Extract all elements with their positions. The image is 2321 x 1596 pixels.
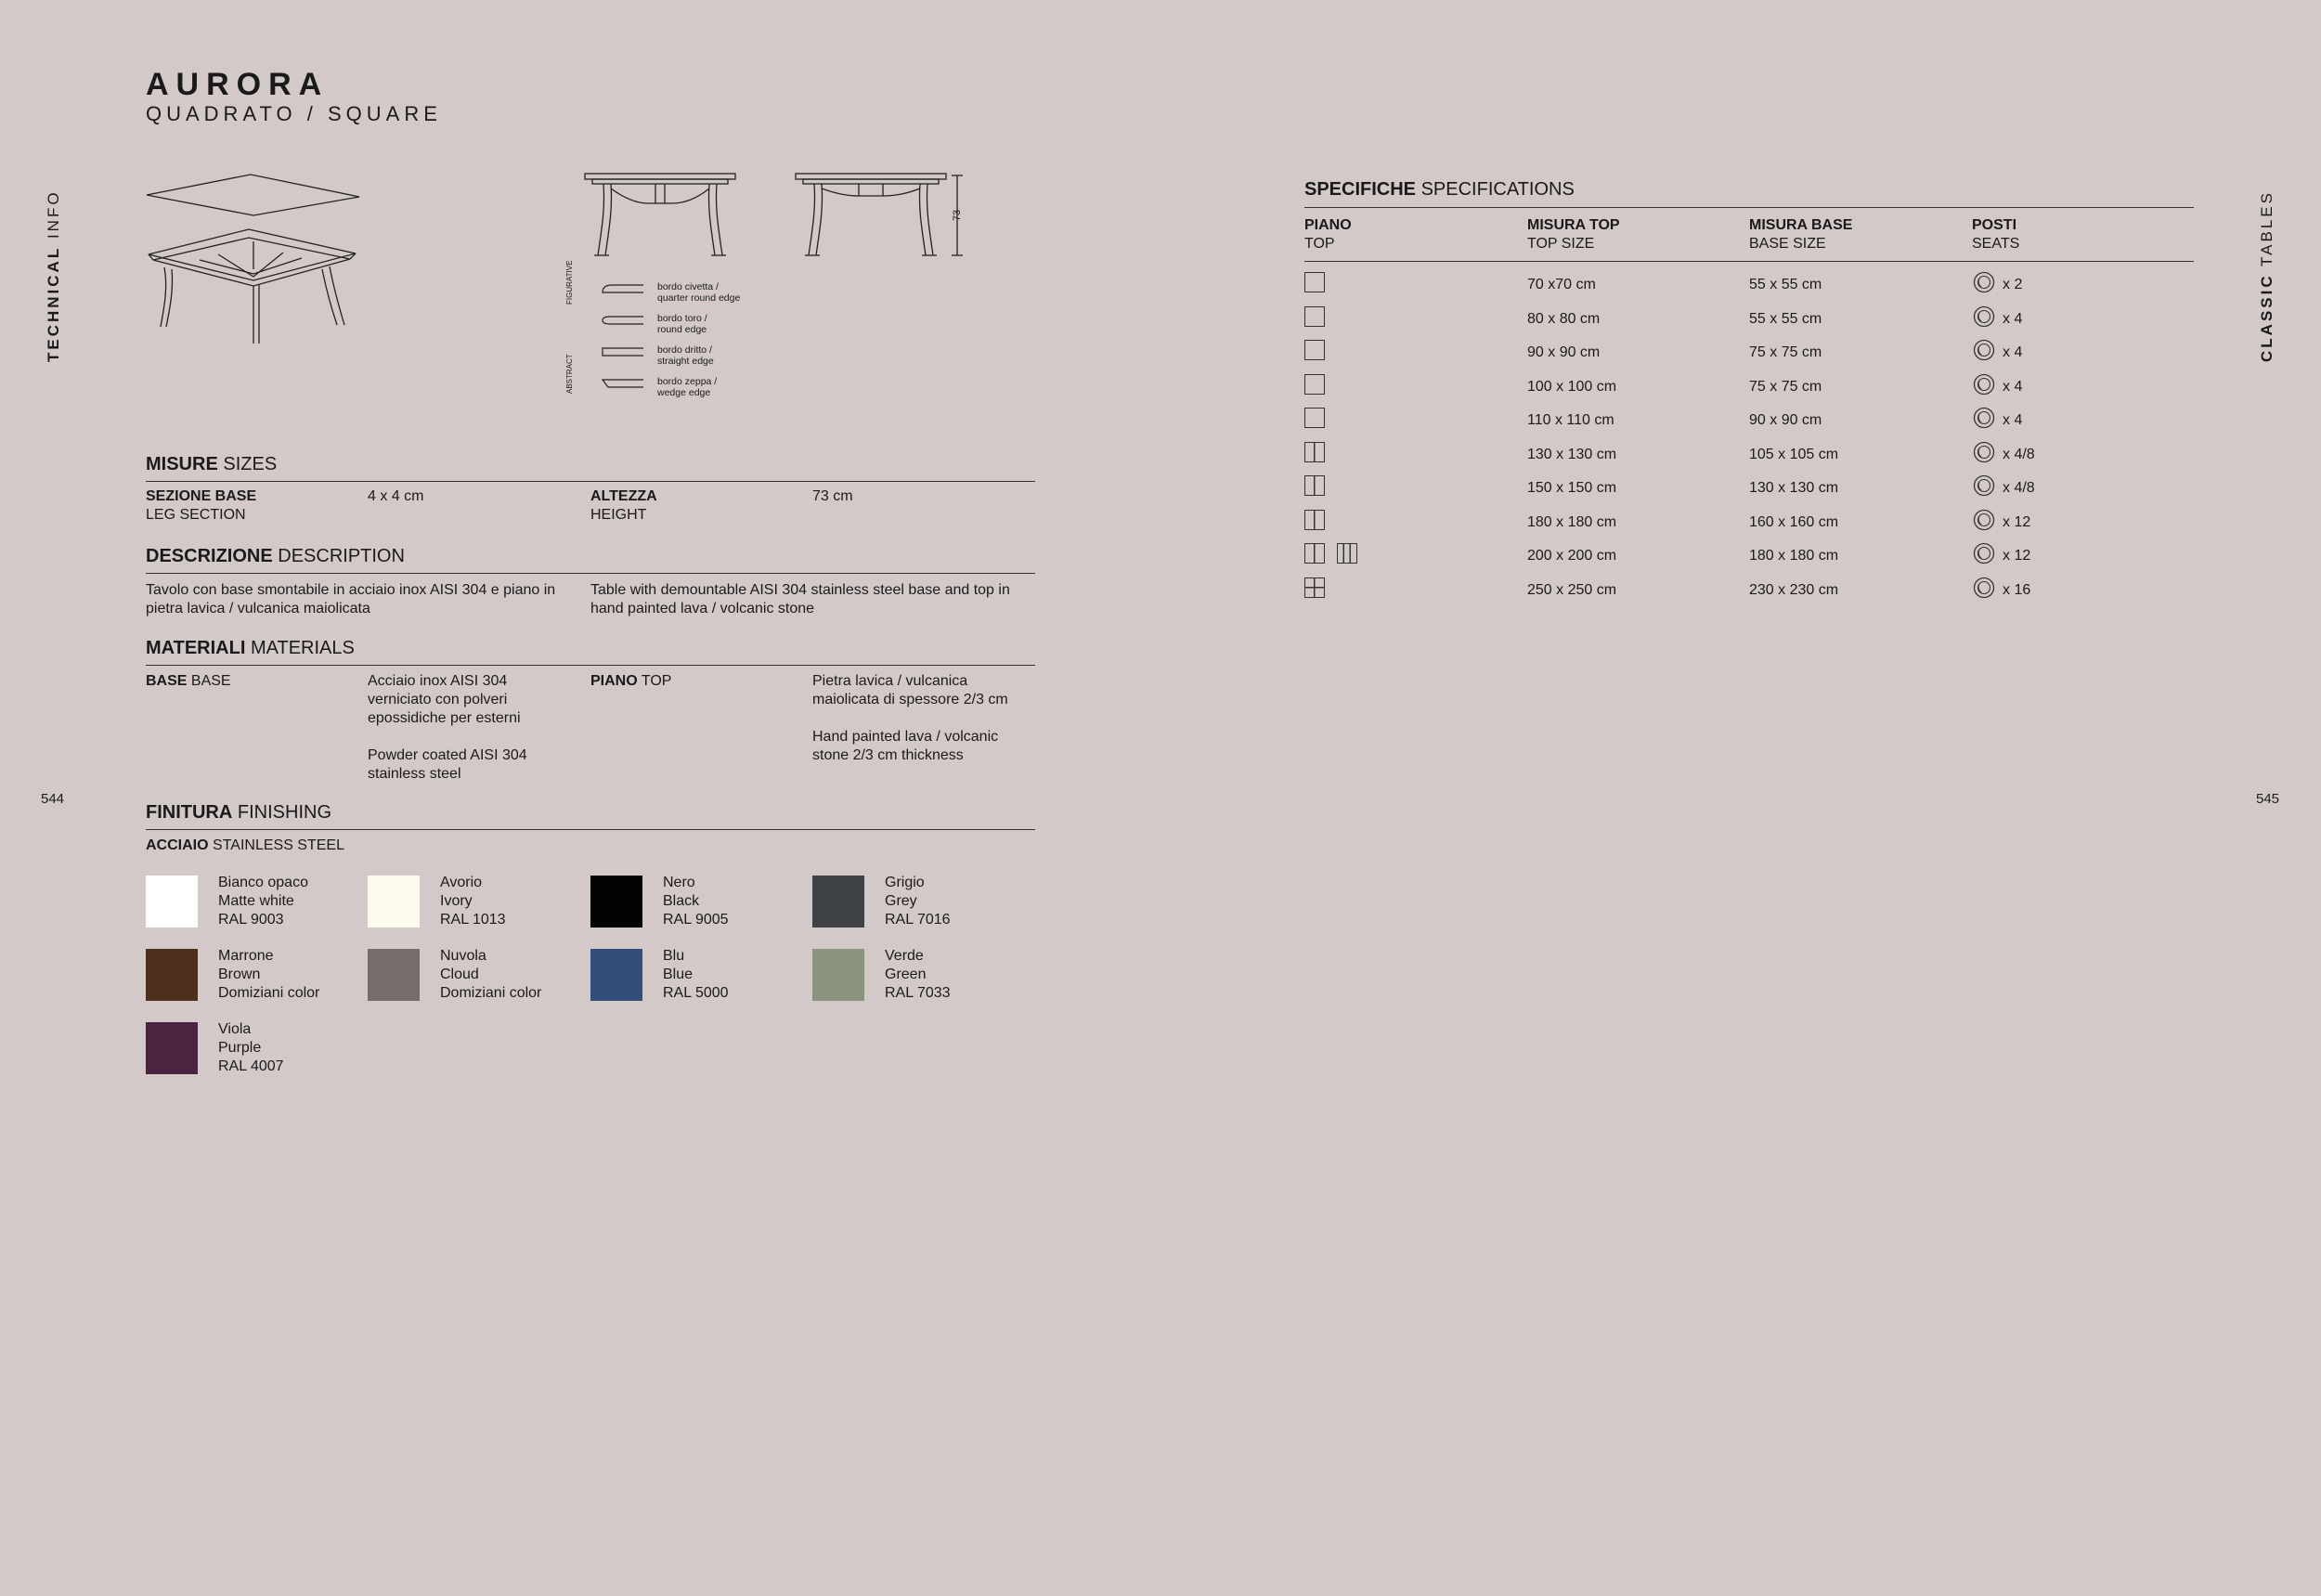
table-shape-icon <box>1304 374 1325 395</box>
side-label-left-light: INFO <box>45 189 62 240</box>
spec-seats: x 2 <box>2003 277 2023 292</box>
height-value: 73 cm <box>812 488 853 504</box>
spec-base-size: 75 x 75 cm <box>1749 344 1822 360</box>
swatch-label-1: Avorio Ivory RAL 1013 <box>440 875 506 928</box>
spec-base-size: 90 x 90 cm <box>1749 412 1822 428</box>
spec-top-size: 200 x 200 cm <box>1527 548 1617 564</box>
spec-row <box>1304 304 2196 337</box>
spec-top-size: 250 x 250 cm <box>1527 581 1617 598</box>
swatch-color-1 <box>368 876 420 928</box>
spec-seats: x 16 <box>2003 581 2031 598</box>
swatch-label-3: Grigio Grey RAL 7016 <box>885 875 951 928</box>
description-heading: DESCRIZIONE DESCRIPTION <box>146 546 405 566</box>
side-label-left-bold: TECHNICAL <box>45 245 62 362</box>
table-shape-icon <box>1304 442 1325 462</box>
leg-section-label: SEZIONE BASE LEG SECTION <box>146 488 257 523</box>
spec-base-size: 160 x 160 cm <box>1749 513 1839 530</box>
spec-seats: x 12 <box>2003 548 2031 564</box>
table-perspective-drawing <box>144 167 367 353</box>
spec-seats: x 4 <box>2003 378 2023 395</box>
spec-top-size: 90 x 90 cm <box>1527 344 1601 360</box>
spec-header-base-size: MISURA BASE BASE SIZE <box>1749 217 1853 252</box>
product-subtitle: QUADRATO / SQUARE <box>146 102 442 125</box>
seat-icon <box>1973 441 1995 463</box>
table-shape-icon <box>1304 340 1325 360</box>
seat-icon <box>1973 305 1995 328</box>
spec-row <box>1304 371 2196 405</box>
sizes-rule <box>146 481 1035 482</box>
table-shape-icon <box>1304 408 1325 428</box>
swatch-label-4: Marrone Brown Domiziani color <box>218 948 320 1001</box>
seat-icon <box>1973 373 1995 396</box>
spec-top-size: 180 x 180 cm <box>1527 513 1617 530</box>
swatch-label-5: Nuvola Cloud Domiziani color <box>440 948 542 1001</box>
swatch-color-5 <box>368 949 420 1001</box>
spec-row <box>1304 439 2196 473</box>
finishing-rule <box>146 829 1035 830</box>
spec-base-size: 75 x 75 cm <box>1749 378 1822 395</box>
table-shape-icon <box>1304 272 1325 292</box>
spec-header-top: PIANO TOP <box>1304 217 1352 252</box>
table-shape-icon <box>1304 475 1325 496</box>
spec-base-size: 55 x 55 cm <box>1749 277 1822 292</box>
edge-label-4: bordo zeppa / wedge edge <box>657 376 718 398</box>
spec-base-size: 55 x 55 cm <box>1749 310 1822 327</box>
table-shape-icon <box>1304 510 1325 530</box>
edge-label-3: bordo dritto / straight edge <box>657 344 714 367</box>
spec-base-size: 230 x 230 cm <box>1749 581 1839 598</box>
product-title: AURORA <box>146 67 330 102</box>
finishing-subheading: ACCIAIO STAINLESS STEEL <box>146 837 344 853</box>
description-rule <box>146 573 1035 574</box>
page-number-right: 545 <box>2256 791 2280 807</box>
materials-top-label: PIANO TOP <box>590 673 672 689</box>
spec-seats: x 4 <box>2003 412 2023 428</box>
finishing-heading: FINITURA FINISHING <box>146 802 332 823</box>
figurative-label: FIGURATIVE <box>565 260 574 305</box>
spec-row <box>1304 575 2196 608</box>
seat-icon <box>1973 542 1995 564</box>
spec-row <box>1304 540 2196 574</box>
swatch-label-7: Verde Green RAL 7033 <box>885 948 951 1001</box>
side-label-right <box>2258 190 2276 362</box>
spec-top-size: 110 x 110 cm <box>1527 412 1614 428</box>
swatch-color-8 <box>146 1022 198 1074</box>
spec-seats: x 4 <box>2003 310 2023 327</box>
swatch-color-0 <box>146 876 198 928</box>
swatch-label-8: Viola Purple RAL 4007 <box>218 1021 284 1074</box>
specifications-header-rule <box>1304 261 2194 262</box>
seat-icon <box>1973 271 1995 293</box>
materials-heading: MATERIALI MATERIALS <box>146 638 355 658</box>
spec-base-size: 180 x 180 cm <box>1749 548 1839 564</box>
side-label-left <box>45 189 63 362</box>
description-italian: Tavolo con base smontabile in acciaio inox AISI 304 e piano in pietra lavica / vulcanica maiolicata <box>146 582 556 616</box>
leg-section-value: 4 x 4 cm <box>368 488 424 504</box>
swatch-color-7 <box>812 949 864 1001</box>
swatch-label-2: Nero Black RAL 9005 <box>663 875 729 928</box>
spec-top-size: 130 x 130 cm <box>1527 446 1617 462</box>
materials-base-label: BASE BASE <box>146 673 231 689</box>
materials-base-text: Acciaio inox AISI 304 verniciato con polveri epossidiche per esterni Powder coated AISI 304 stainless steel <box>368 673 527 782</box>
table-side-elevation <box>794 172 970 265</box>
height-dimension-label: 73 <box>952 209 964 222</box>
description-english: Table with demountable AISI 304 stainless steel base and top in hand painted lava / volcanic stone <box>590 582 1010 616</box>
edge-label-2: bordo toro / round edge <box>657 313 707 335</box>
edge-profiles-drawing <box>599 281 645 402</box>
swatch-color-4 <box>146 949 198 1001</box>
spec-top-size: 150 x 150 cm <box>1527 480 1617 496</box>
spec-seats: x 4 <box>2003 344 2023 360</box>
table-shape-icon <box>1304 543 1325 564</box>
seat-icon <box>1973 339 1995 361</box>
swatch-label-0: Bianco opaco Matte white RAL 9003 <box>218 875 308 928</box>
spec-row <box>1304 269 2196 303</box>
spec-seats: x 4/8 <box>2003 480 2035 496</box>
spec-row <box>1304 405 2196 438</box>
sizes-heading: MISURE SIZES <box>146 454 278 474</box>
seat-icon <box>1973 509 1995 531</box>
spec-header-seats: POSTI SEATS <box>1972 217 2020 252</box>
spec-row <box>1304 507 2196 540</box>
edge-label-1: bordo civetta / quarter round edge <box>657 281 741 304</box>
spec-top-size: 80 x 80 cm <box>1527 310 1601 327</box>
seat-icon <box>1973 577 1995 599</box>
page-number-left: 544 <box>41 791 65 807</box>
swatch-color-2 <box>590 876 642 928</box>
specifications-heading: SPECIFICHE SPECIFICATIONS <box>1304 179 1575 200</box>
materials-top-text: Pietra lavica / vulcanica maiolicata di spessore 2/3 cm Hand painted lava / volcanic stone 2/3 cm thickness <box>812 673 1008 763</box>
abstract-label: ABSTRACT <box>565 354 574 394</box>
swatch-color-3 <box>812 876 864 928</box>
materials-rule <box>146 665 1035 666</box>
spec-base-size: 105 x 105 cm <box>1749 446 1839 462</box>
spec-row <box>1304 473 2196 506</box>
spec-seats: x 12 <box>2003 513 2031 530</box>
spec-base-size: 130 x 130 cm <box>1749 480 1839 496</box>
spec-seats: x 4/8 <box>2003 446 2035 462</box>
spec-top-size: 70 x70 cm <box>1527 277 1596 292</box>
spec-top-size: 100 x 100 cm <box>1527 378 1617 395</box>
seat-icon <box>1973 474 1995 497</box>
table-shape-icon <box>1337 543 1357 564</box>
swatch-color-6 <box>590 949 642 1001</box>
table-front-elevation <box>583 172 741 265</box>
table-shape-icon <box>1304 306 1325 327</box>
side-label-right-bold: CLASSIC <box>2258 273 2276 362</box>
spec-header-top-size: MISURA TOP TOP SIZE <box>1527 217 1620 252</box>
seat-icon <box>1973 407 1995 429</box>
spec-row <box>1304 337 2196 370</box>
specifications-top-rule <box>1304 207 2194 208</box>
side-label-right-light: TABLES <box>2258 190 2276 266</box>
swatch-label-6: Blu Blue RAL 5000 <box>663 948 729 1001</box>
table-shape-icon <box>1304 577 1325 598</box>
height-label: ALTEZZA HEIGHT <box>590 488 657 523</box>
